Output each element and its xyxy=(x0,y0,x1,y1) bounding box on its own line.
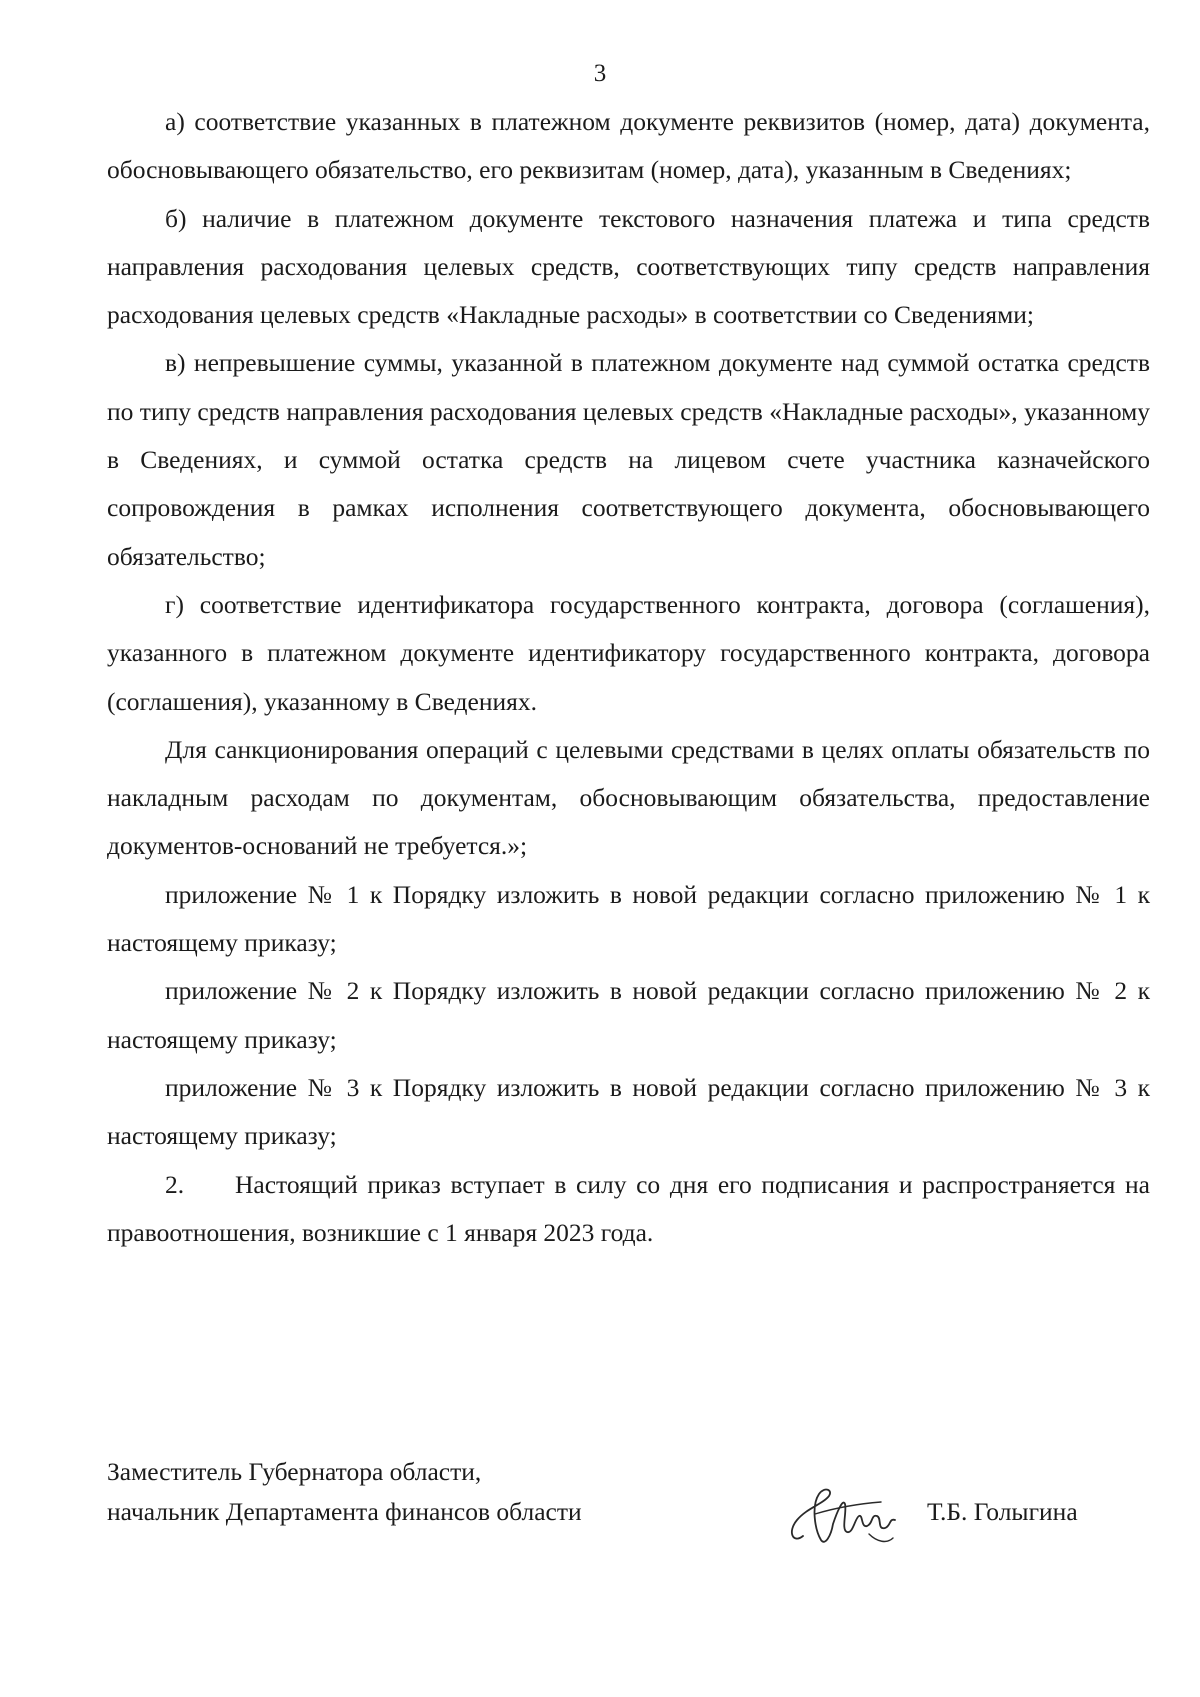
subitem-a: а) соответствие указанных в платежном документе реквизитов (номер, дата) документа, обосновывающего обязательство, его реквизитам (номер, дата), указанным в Сведениях; xyxy=(107,107,1150,185)
appendix-2-paragraph: приложение № 2 к Порядку изложить в новой редакции согласно приложению № 2 к настоящему приказу; xyxy=(107,976,1150,1054)
item-2-text: Настоящий приказ вступает в силу со дня его подписания и распространяется на правоотношения, возникшие с 1 января 2023 года. xyxy=(107,1169,1150,1247)
signer-position-line-1: Заместитель Губернатора области, xyxy=(107,1457,482,1486)
subitem-v: в) непревышение суммы, указанной в платежном документе над суммой остатка средств по типу средств направления расходования целевых средств «Накладные расходы», указанному в Сведениях, и суммой остатка средств на лицевом счете участника казначейского сопровождения в рамках исполнения соответствующего документа, обосновывающего обязательство; xyxy=(107,348,1150,571)
item-2-paragraph xyxy=(107,1161,1150,1258)
appendix-3-paragraph: приложение № 3 к Порядку изложить в новой редакции согласно приложению № 3 к настоящему приказу; xyxy=(107,1072,1150,1151)
subitem-g: г) соответствие идентификатора государственного контракта, договора (соглашения), указанного в платежном документе идентификатору государственного контракта, договора (соглашения), указанному в Сведениях. xyxy=(107,589,1150,716)
appendix-1-paragraph: приложение № 1 к Порядку изложить в новой редакции согласно приложению № 1 к настоящему приказу; xyxy=(107,879,1150,958)
signer-position xyxy=(107,1452,707,1532)
signer-position-line-2: начальник Департамента финансов области xyxy=(107,1497,582,1526)
handwritten-signature xyxy=(785,1474,900,1554)
subitem-b: б) наличие в платежном документе текстового назначения платежа и типа средств направления расходования целевых средств, соответствующих типу средств направления расходования целевых средств «Накладные расходы» в соответствии со Сведениями; xyxy=(107,203,1150,330)
item-2-number: 2. xyxy=(165,1169,185,1199)
document-body xyxy=(107,98,1150,1257)
sanction-paragraph: Для санкционирования операций с целевыми средствами в целях оплаты обязательств по накладным расходам по документам, обосновывающим обязательства, предоставление документов-оснований не требуется.»; xyxy=(107,734,1150,861)
page-number: 3 xyxy=(593,60,607,87)
signer-name: Т.Б. Голыгина xyxy=(927,1497,1078,1526)
